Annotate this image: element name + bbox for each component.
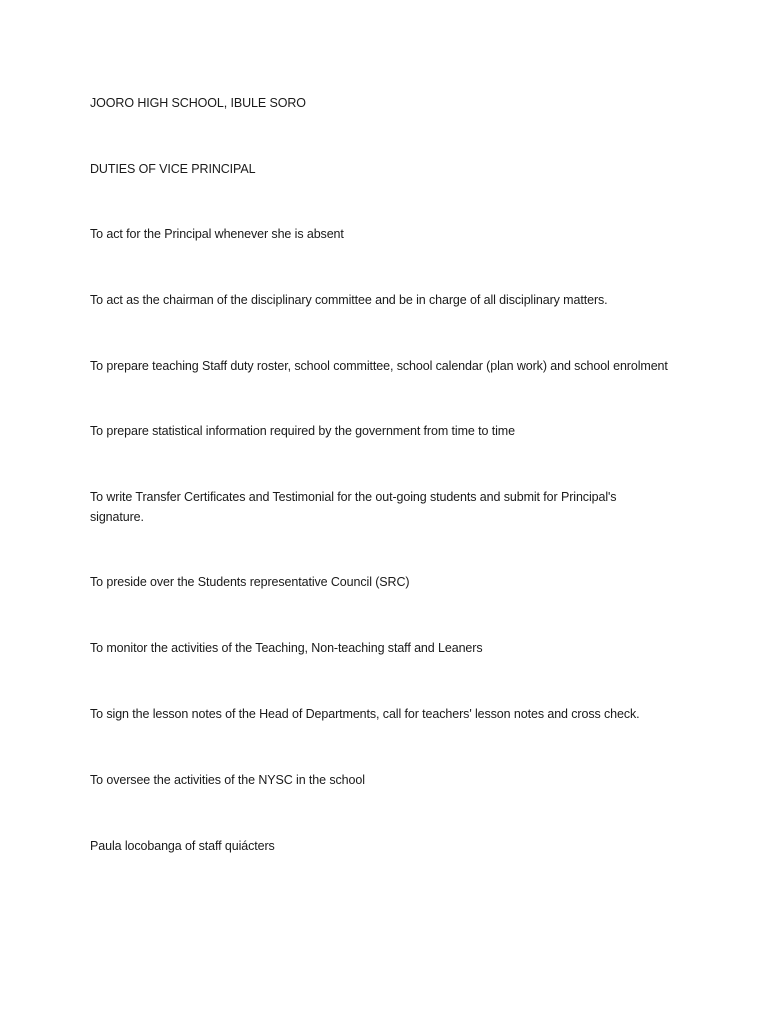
duty-item: To oversee the activities of the NYSC in the school <box>90 773 365 787</box>
duty-item: To write Transfer Certificates and Testimonial for the out-going students and submit for Principal's signature. <box>90 490 617 524</box>
duty-item: To prepare statistical information required by the government from time to time <box>90 424 515 438</box>
duty-item: To prepare teaching Staff duty roster, school committee, school calendar (plan work) and school enrolment <box>90 359 668 373</box>
document-body <box>90 93 670 856</box>
document-title: DUTIES OF VICE PRINCIPAL <box>90 162 256 176</box>
duty-item: To monitor the activities of the Teaching, Non-teaching staff and Leaners <box>90 641 483 655</box>
footer-note: Paula locobanga of staff quiácters <box>90 839 275 853</box>
duty-item: To act for the Principal whenever she is absent <box>90 227 344 241</box>
school-name: JOORO HIGH SCHOOL, IBULE SORO <box>90 96 306 110</box>
duty-item: To preside over the Students representative Council (SRC) <box>90 575 410 589</box>
duty-item: To sign the lesson notes of the Head of Departments, call for teachers' lesson notes and cross check. <box>90 707 640 721</box>
duty-item: To act as the chairman of the disciplinary committee and be in charge of all disciplinary matters. <box>90 293 608 307</box>
